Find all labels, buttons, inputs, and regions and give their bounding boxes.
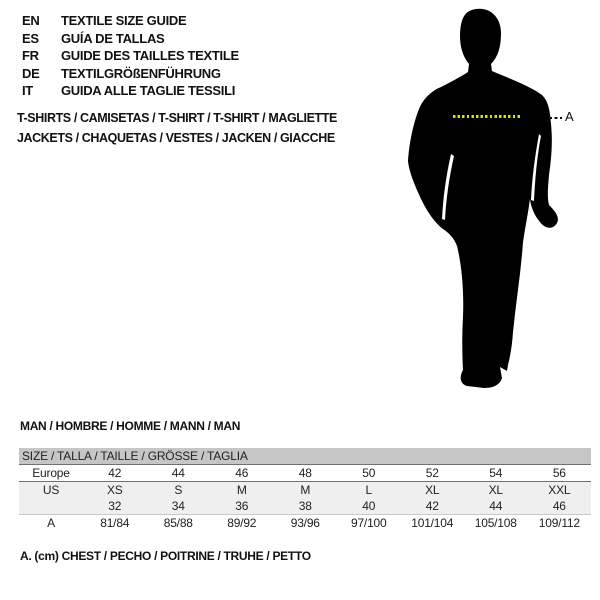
table-row-chest-cm [19,515,591,532]
size-table [19,448,591,531]
size-cell: M [210,482,274,499]
size-cell: XL [401,482,465,499]
size-cell: 105/108 [474,516,517,530]
size-cell: 44 [147,465,211,482]
size-cell: 42 [401,498,465,515]
language-label: GUIDA ALLE TAGLIE TESSILI [61,83,236,98]
table-row-us-letters [19,482,591,499]
size-table-header: SIZE / TALLA / TAILLE / GRÖSSE / TAGLIA [19,448,591,465]
size-cell: 85/88 [163,516,193,530]
language-label: GUIDE DES TAILLES TEXTILE [61,48,239,63]
measure-leader-dashes [549,117,562,119]
size-cell: M [274,482,338,499]
language-code: FR [22,48,39,63]
language-code: DE [22,65,40,81]
size-cell: 93/96 [290,516,320,530]
size-table-header-row [19,448,591,465]
size-cell: 89/92 [227,516,257,530]
size-cell: XS [83,482,147,499]
language-label: TEXTILE SIZE GUIDE [61,13,187,28]
language-label: GUÍA DE TALLAS [61,30,165,46]
size-cell: 54 [464,465,528,482]
size-cell: 46 [528,498,592,515]
size-cell: 52 [401,465,465,482]
size-cell: L [337,482,401,499]
size-cell: 42 [83,465,147,482]
size-cell: 36 [210,498,274,515]
category-jackets: JACKETS / CHAQUETAS / VESTES / JACKEN / GIACCHE [17,131,335,145]
table-row-us-numbers [19,498,591,515]
row-label [19,498,83,515]
size-cell: 81/84 [100,516,130,530]
size-cell: 38 [274,498,338,515]
size-cell: 34 [147,498,211,515]
size-cell: 48 [274,465,338,482]
language-code: IT [22,83,33,98]
size-cell: 44 [464,498,528,515]
size-cell: XL [464,482,528,499]
language-code: ES [22,30,39,46]
size-cell: 101/104 [411,516,454,530]
row-label: Europe [19,465,83,482]
measure-label-a: A [565,109,574,124]
size-cell: 50 [337,465,401,482]
size-cell: 97/100 [350,516,387,530]
chest-measure-dashes [453,115,520,118]
table-row-europe [19,465,591,482]
section-title-man: MAN / HOMBRE / HOMME / MANN / MAN [20,419,241,433]
language-label: TEXTILGRÖßENFÜHRUNG [61,65,221,81]
measurement-footnote: A. (cm) CHEST / PECHO / POITRINE / TRUHE / PETTO [20,549,311,563]
size-cell: 46 [210,465,274,482]
row-label: A [47,516,55,530]
size-cell: 109/112 [538,516,580,530]
language-code: EN [22,13,40,28]
row-label: US [19,482,83,499]
category-tshirts: T-SHIRTS / CAMISETAS / T-SHIRT / T-SHIRT / MAGLIETTE [17,111,337,125]
size-cell: S [147,482,211,499]
size-cell: 40 [337,498,401,515]
size-cell: 56 [528,465,592,482]
size-cell: 32 [83,498,147,515]
size-cell: XXL [528,482,592,499]
